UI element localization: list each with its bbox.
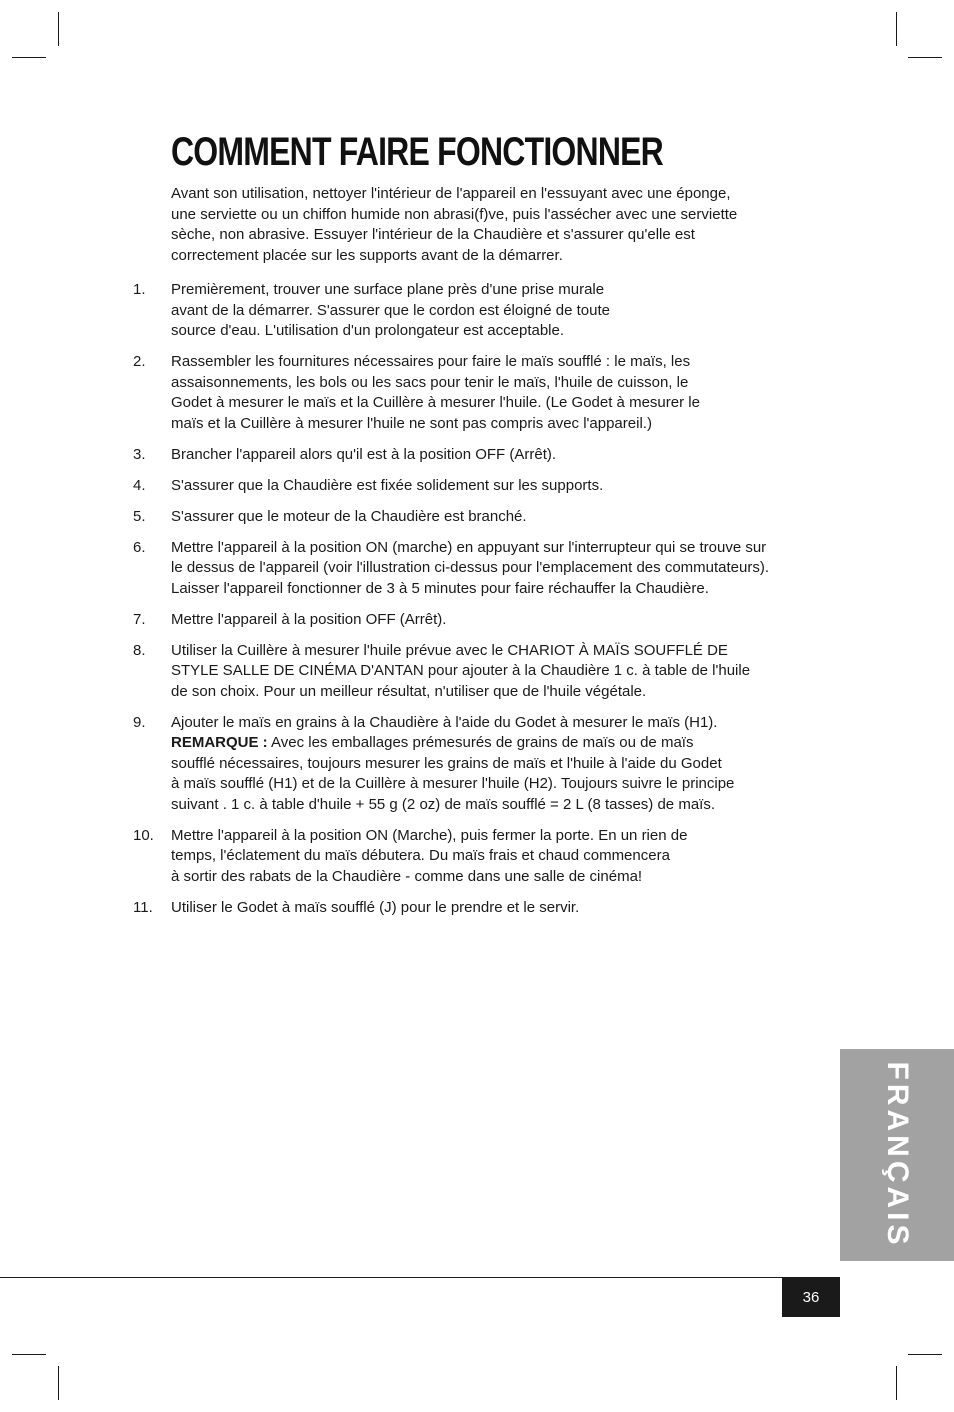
remark-line: suivant . 1 c. à table d'huile + 55 g (2 oz) de maïs soufflé = 2 L (8 tasses) de maïs.	[171, 795, 715, 813]
step-line: assaisonnements, les bols ou les sacs pour tenir le maïs, l'huile de cuisson, le	[171, 373, 689, 391]
step-line: le dessus de l'appareil (voir l'illustration ci-dessus pour l'emplacement des commutateurs).	[171, 559, 770, 576]
step-text	[171, 898, 823, 919]
step-text	[171, 352, 823, 434]
list-item	[133, 641, 823, 703]
crop-mark	[896, 12, 897, 46]
language-tab-label: FRANÇAIS	[881, 1061, 914, 1249]
instruction-list	[133, 280, 823, 929]
step-number: 7.	[133, 610, 146, 628]
step-line: S'assurer que le moteur de la Chaudière est branché.	[171, 507, 527, 525]
crop-mark	[908, 57, 942, 58]
list-item	[133, 507, 823, 528]
page-number: 36	[782, 1277, 840, 1317]
step-number: 9.	[133, 713, 146, 731]
step-text	[171, 538, 823, 600]
remark-line: Avec les emballages prémesurés de grains de maïs ou de maïs	[267, 734, 694, 751]
remark-line: soufflé nécessaires, toujours mesurer les grains de maïs et l'huile à l'aide du Godet	[171, 754, 722, 772]
step-line: de son choix. Pour un meilleur résultat, n'utiliser que de l'huile végétale.	[171, 682, 647, 700]
step-number: 8.	[133, 641, 146, 659]
step-line: à sortir des rabats de la Chaudière - comme dans une salle de cinéma!	[171, 867, 643, 885]
step-line: Mettre l'appareil à la position OFF (Arrêt).	[171, 610, 447, 628]
list-item	[133, 538, 823, 600]
list-item	[133, 713, 823, 816]
list-item	[133, 826, 823, 888]
step-line: Mettre l'appareil à la position ON (marche) en appuyant sur l'interrupteur qui se trouve sur	[171, 538, 767, 556]
step-text	[171, 476, 823, 497]
intro-paragraph: Avant son utilisation, nettoyer l'intérieur de l'appareil en l'essuyant avec une éponge, une serviette ou un chiffon humide non abrasi(f)ve, puis l'assécher avec une serviette sèche, non abrasive. Essuyer l'intérieur de la Chaudière et s'assurer qu'elle est correctement placée sur les supports avant de la démarrer.	[171, 185, 738, 264]
list-item	[133, 445, 823, 466]
step-line: Ajouter le maïs en grains à la Chaudière à l'aide du Godet à mesurer le maïs (H1).	[171, 713, 718, 731]
step-line: STYLE SALLE DE CINÉMA D'ANTAN pour ajouter à la Chaudière 1 c. à table de l'huile	[171, 662, 751, 679]
step-line: source d'eau. L'utilisation d'un prolongateur est acceptable.	[171, 322, 565, 339]
step-line: Godet à mesurer le maïs et la Cuillère à mesurer l'huile. (Le Godet à mesurer le	[171, 394, 700, 411]
crop-mark	[908, 1354, 942, 1355]
crop-mark	[12, 1354, 46, 1355]
remark-line: à maïs soufflé (H1) et de la Cuillère à mesurer l'huile (H2). Toujours suivre le principe	[171, 775, 735, 792]
step-text	[171, 507, 823, 528]
step-line: S'assurer que la Chaudière est fixée solidement sur les supports.	[171, 476, 604, 494]
list-item	[133, 476, 823, 497]
step-number: 10.	[133, 826, 154, 844]
step-line: avant de la démarrer. S'assurer que le cordon est éloigné de toute	[171, 301, 610, 319]
step-line: Rassembler les fournitures nécessaires pour faire le maïs soufflé : le maïs, les	[171, 353, 691, 370]
step-line: Premièrement, trouver une surface plane près d'une prise murale	[171, 281, 605, 298]
crop-mark	[58, 1366, 59, 1400]
step-line: Mettre l'appareil à la position ON (Marche), puis fermer la porte. En un rien de	[171, 826, 688, 844]
step-number: 4.	[133, 476, 146, 494]
step-text	[171, 713, 823, 816]
step-text	[171, 826, 823, 888]
step-line: maïs et la Cuillère à mesurer l'huile ne sont pas compris avec l'appareil.)	[171, 414, 652, 432]
step-number: 3.	[133, 445, 146, 463]
list-item	[133, 898, 823, 919]
step-number: 5.	[133, 507, 146, 525]
step-text	[171, 610, 823, 631]
step-number: 1.	[133, 281, 146, 298]
step-text	[171, 445, 823, 466]
step-line: Brancher l'appareil alors qu'il est à la position OFF (Arrêt).	[171, 445, 557, 463]
remark-label: REMARQUE :	[171, 734, 268, 751]
step-text	[171, 641, 823, 703]
step-line: Utiliser le Godet à maïs soufflé (J) pour le prendre et le servir.	[171, 898, 580, 916]
step-line: Utiliser la Cuillère à mesurer l'huile prévue avec le CHARIOT À MAÏS SOUFFLÉ DE	[171, 641, 728, 659]
list-item	[133, 280, 823, 342]
step-line: Laisser l'appareil fonctionner de 3 à 5 minutes pour faire réchauffer la Chaudière.	[171, 579, 709, 597]
crop-mark	[12, 57, 46, 58]
step-text	[171, 280, 823, 342]
list-item	[133, 610, 823, 631]
language-tab	[840, 1049, 954, 1261]
crop-mark	[58, 12, 59, 46]
crop-mark	[896, 1366, 897, 1400]
step-number: 6.	[133, 538, 146, 556]
step-number: 2.	[133, 353, 146, 370]
page-title: COMMENT FAIRE FONCTIONNER	[171, 130, 663, 174]
step-line: temps, l'éclatement du maïs débutera. Du maïs frais et chaud commencera	[171, 847, 670, 864]
footer-rule	[0, 1277, 840, 1278]
list-item	[133, 352, 823, 434]
step-number: 11.	[133, 898, 153, 916]
